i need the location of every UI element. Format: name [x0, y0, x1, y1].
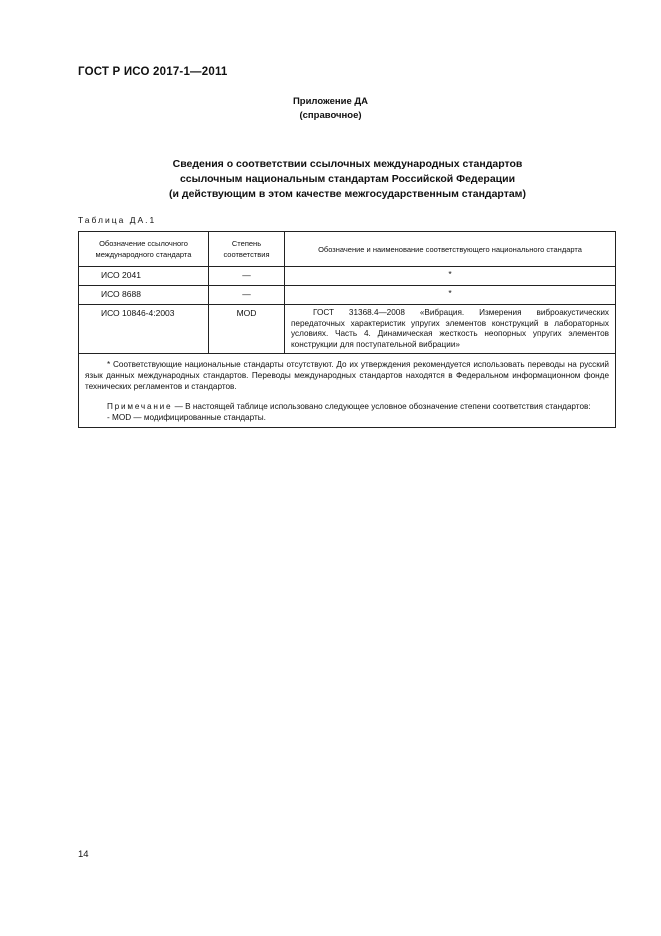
- cell-national: [285, 305, 616, 354]
- table-row: [79, 305, 616, 354]
- note-item-text: - MOD — модифицированные стандарты.: [107, 412, 266, 422]
- note-item: [85, 413, 609, 424]
- document-title: [60, 157, 635, 202]
- note: [85, 402, 609, 413]
- cell-degree: —: [209, 267, 285, 286]
- column-header-degree: Степень соответствия: [209, 232, 285, 267]
- title-line: ссылочным национальным стандартам Российской Федерации: [179, 173, 516, 185]
- cell-national: *: [285, 286, 616, 305]
- note-text: — В настоящей таблице использовано следующее условное обозначение степени соответствия стандартов:: [172, 402, 591, 412]
- table-row: [79, 286, 616, 305]
- cell-reference: ИСО 8688: [79, 286, 209, 305]
- table-caption: Таблица ДА.1: [78, 215, 157, 225]
- table-notes: [79, 354, 616, 428]
- table-notes-row: [79, 354, 616, 428]
- cell-degree: —: [209, 286, 285, 305]
- standard-code-header: ГОСТ Р ИСО 2017-1—2011: [78, 66, 228, 78]
- cell-reference: ИСО 10846-4:2003: [79, 305, 209, 354]
- title-line: (и действующим в этом качестве межгосударственным стандартам): [169, 188, 526, 200]
- column-header-reference: Обозначение ссылочного международного стандарта: [79, 232, 209, 267]
- title-line: Сведения о соответствии ссылочных международных стандартов: [172, 158, 523, 170]
- appendix-subtitle: (справочное): [299, 110, 362, 121]
- cell-degree: MOD: [209, 305, 285, 354]
- note-label: Примечание: [107, 402, 173, 412]
- cell-reference: ИСО 2041: [79, 267, 209, 286]
- national-standard-text: ГОСТ 31368.4—2008 «Вибрация. Измерения виброакустических передаточных характеристик упругих элементов конструкций в лабораторных условиях. Часть 4. Динамическая жесткость неопорных упругих элементов конструкции для поступательной вибрации»: [291, 308, 609, 349]
- correspondence-table: [78, 231, 616, 428]
- footnote: [85, 360, 609, 392]
- column-header-national: Обозначение и наименование соответствующего национального стандарта: [285, 232, 616, 267]
- table-header-row: [79, 232, 616, 267]
- cell-national: *: [285, 267, 616, 286]
- footnote-text: * Соответствующие национальные стандарты отсутствуют. До их утверждения рекомендуется использовать переводы на русский язык данных международных стандартов. Переводы международных стандартов находятся в Федеральном информационном фонде технических регламентов и стандартов.: [85, 360, 609, 391]
- table-row: [79, 267, 616, 286]
- appendix-title: Приложение ДА: [292, 96, 369, 107]
- page-number: 14: [78, 849, 89, 860]
